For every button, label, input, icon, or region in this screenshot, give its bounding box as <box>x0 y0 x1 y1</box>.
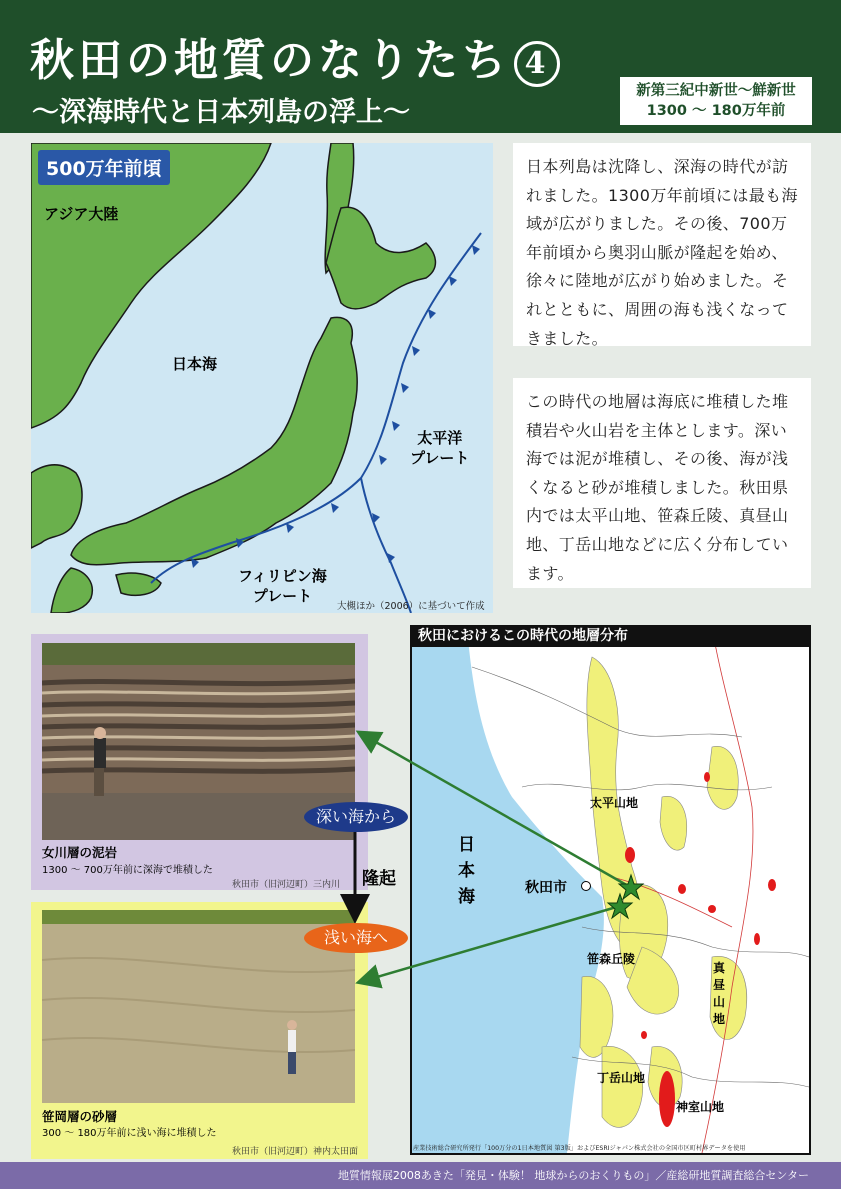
sea-of-japan-label: 日本海 <box>172 355 218 373</box>
sasamori-hills-label: 笹森丘陵 <box>587 952 636 966</box>
akita-map-title: 秋田におけるこの時代の地層分布 <box>410 625 811 647</box>
philippine-plate-line2: プレート <box>252 587 313 605</box>
mahiru-char-2: 昼 <box>713 978 726 992</box>
photo2-location: 秋田市（旧河辺町）神内太田面 <box>232 1147 359 1157</box>
page-subtitle: 〜深海時代と日本列島の浮上〜 <box>32 97 410 128</box>
photo1-title: 女川層の泥岩 <box>42 845 118 860</box>
deep-sea-label: 深い海から <box>304 802 408 832</box>
philippine-plate-line1: フィリピン海 <box>238 567 327 585</box>
kamuro-mountains-label: 神室山地 <box>676 1100 725 1114</box>
akita-sea-char-3: 海 <box>458 887 475 907</box>
akita-city-label: 秋田市 <box>525 880 567 896</box>
hinoto-mountains-label: 丁岳山地 <box>597 1071 646 1085</box>
photo1-desc: 1300 〜 700万年前に深海で堆積した <box>42 865 213 876</box>
era-age: 1300 〜 180万年前 <box>646 103 786 119</box>
photo2-title: 笹岡層の砂層 <box>42 1109 118 1124</box>
star-mudstone-site <box>619 875 643 899</box>
footer-credit: 地質情報展2008あきた「発見・体験！ 地球からのおくりもの」／産総研地質調査総合センター <box>0 1162 841 1189</box>
title-number-badge: 4 <box>514 41 560 87</box>
mahiru-char-1: 真 <box>713 961 726 975</box>
akita-sea-char-1: 日 <box>458 835 475 855</box>
map1-credit: 大槻ほか（2006）に基づいて作成 <box>337 601 485 612</box>
asia-label: アジア大陸 <box>44 205 119 223</box>
map2-credit: 産業技術総合研究所発行「100万分の1日本地質図 第3版」およびESRIジャパン株式会社の全国市区町村界データを使用 <box>413 1145 746 1152</box>
photo2-desc: 300 〜 180万年前に浅い海に堆積した <box>42 1128 217 1139</box>
taihei-mountains-label: 太平山地 <box>590 796 639 810</box>
star-sand-site <box>608 894 632 918</box>
title-text: 秋田の地質のなりたち <box>30 35 510 86</box>
pacific-plate-line2: プレート <box>410 449 470 467</box>
mahiru-char-3: 山 <box>713 995 726 1009</box>
map1-era-label: 500万年前頃 <box>38 150 170 185</box>
description-text-2: この時代の地層は海底に堆積した堆積岩や火山岩を主体とします。深い海では泥が堆積し、その後、海が浅くなると砂が堆積しました。秋田県内では太平山地、笹森丘陵、真昼山地、丁岳山地などに広く分布しています。 <box>513 378 811 588</box>
akita-sea-char-2: 本 <box>458 861 475 881</box>
shallow-sea-label: 浅い海へ <box>304 923 408 953</box>
description-text-1: 日本列島は沈降し、深海の時代が訪れました。1300万年前頃には最も海域が広がりました。その後、700万年前頃から奥羽山脈が隆起を始め、徐々に陸地が広がり始めました。それとともに、周囲の海も浅くなってきました。 <box>513 143 811 346</box>
uplift-label: 隆起 <box>362 869 396 889</box>
mahiru-char-4: 地 <box>713 1012 726 1026</box>
pacific-plate-line1: 太平洋 <box>417 429 463 447</box>
photo1-location: 秋田市（旧河辺町）三内川 <box>232 880 341 890</box>
era-period: 新第三紀中新世〜鮮新世 <box>636 83 796 99</box>
